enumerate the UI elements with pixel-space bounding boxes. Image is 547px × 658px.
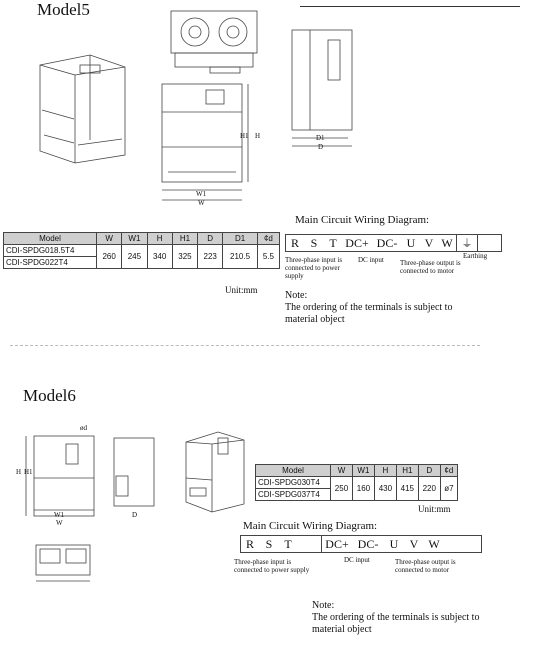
model5-front-view <box>160 82 250 207</box>
col-model: Model <box>4 233 97 245</box>
terminal-s: S <box>310 235 318 250</box>
model6-wiring-terminals <box>240 535 482 553</box>
model6-dim-h: H <box>16 468 22 476</box>
model5-dim-h1: H1 <box>240 132 249 140</box>
col-h1: H1 <box>396 465 418 477</box>
model5-dim-w: W <box>198 199 205 207</box>
terminal-v: V <box>409 536 419 551</box>
terminal-t: T <box>284 536 292 551</box>
model5-title: Model5 <box>37 0 90 19</box>
model6-wiring-title: Main Circuit Wiring Diagram: <box>243 520 378 532</box>
value-w: 260 <box>97 245 122 269</box>
value-d1: 210.5 <box>223 245 257 269</box>
model-name: CDI-SPDG022T4 <box>4 257 97 269</box>
value-w: 250 <box>331 477 353 501</box>
model5-note-text: The ordering of the terminals is subject to material object <box>285 302 453 325</box>
model6-label-input: Three-phase input is connected to power supply <box>234 558 310 574</box>
col-diameter: ¢d <box>257 233 279 245</box>
model6-label-dc: DC input <box>344 556 370 564</box>
col-h1: H1 <box>172 233 197 245</box>
model5-top-view <box>170 10 260 75</box>
terminal-t: T <box>329 235 337 250</box>
model5-dim-d: D <box>318 143 324 151</box>
terminal-dc-minus: DC- <box>376 235 398 250</box>
model5-dim-w1: W1 <box>196 190 207 198</box>
terminal-dc-plus: DC+ <box>345 235 369 250</box>
section-divider <box>10 345 480 346</box>
value-diameter: 5.5 <box>257 245 279 269</box>
model6-title: Model6 <box>23 386 76 405</box>
model-name: CDI-SPDG030T4 <box>256 477 331 489</box>
model6-dim-d-small: ød <box>80 424 87 432</box>
model6-dim-d: D <box>132 511 138 519</box>
terminal-r: R <box>290 235 299 250</box>
terminal-u: U <box>406 235 416 250</box>
terminal-r: R <box>245 536 254 551</box>
col-h: H <box>374 465 396 477</box>
model-name: CDI-SPDG037T4 <box>256 489 331 501</box>
value-diameter: ø7 <box>440 477 457 501</box>
col-w1: W1 <box>352 465 374 477</box>
model5-label-output: Three-phase output is connected to motor <box>400 259 461 275</box>
value-h1: 415 <box>396 477 418 501</box>
model5-label-dc: DC input <box>358 256 384 264</box>
model-name: CDI-SPDG018.5T4 <box>4 245 97 257</box>
earth-icon: ⏚ <box>461 238 473 250</box>
terminal-dc-minus: DC- <box>357 536 379 551</box>
model6-bottom-view <box>34 543 94 585</box>
model5-isometric-view <box>30 55 130 165</box>
model5-wiring-title: Main Circuit Wiring Diagram: <box>295 214 430 226</box>
terminal-v: V <box>424 235 434 250</box>
value-h: 340 <box>147 245 172 269</box>
col-d: D <box>418 465 440 477</box>
model6-isometric-view <box>178 430 248 515</box>
model5-side-view <box>290 28 360 153</box>
model5-wiring-terminals <box>285 234 502 252</box>
model6-dim-h1: H1 <box>24 468 33 476</box>
col-w: W <box>97 233 122 245</box>
col-model: Model <box>256 465 331 477</box>
model6-note-title: Note: <box>312 600 335 611</box>
col-diameter: ¢d <box>440 465 457 477</box>
model6-dim-w: W <box>56 519 63 527</box>
model5-spec-table <box>3 232 280 269</box>
model5-dim-d1: D1 <box>316 134 325 142</box>
terminal-dc-plus: DC+ <box>325 536 349 551</box>
col-w1: W1 <box>122 233 147 245</box>
model6-note-text: The ordering of the terminals is subject to material object <box>312 612 480 635</box>
terminal-s: S <box>265 536 273 551</box>
terminal-w: W <box>441 235 453 250</box>
model5-label-input: Three-phase input is connected to power supply <box>285 256 343 280</box>
model5-label-earth: Earthing <box>463 252 488 260</box>
model5-unit: Unit:mm <box>225 285 258 295</box>
value-w1: 245 <box>122 245 147 269</box>
model6-front-view <box>22 428 102 523</box>
col-d: D <box>198 233 223 245</box>
value-h1: 325 <box>172 245 197 269</box>
terminal-w: W <box>428 536 440 551</box>
value-h: 430 <box>374 477 396 501</box>
col-d1: D1 <box>223 233 257 245</box>
model6-dim-w1: W1 <box>54 511 65 519</box>
separator <box>477 235 478 251</box>
model6-label-output: Three-phase output is connected to motor <box>395 558 456 574</box>
terminal-u: U <box>389 536 399 551</box>
model5-dim-h: H <box>255 132 261 140</box>
col-h: H <box>147 233 172 245</box>
model6-unit: Unit:mm <box>418 504 451 514</box>
value-w1: 160 <box>352 477 374 501</box>
value-d: 220 <box>418 477 440 501</box>
model5-note-title: Note: <box>285 290 308 301</box>
top-rule <box>300 6 520 7</box>
col-w: W <box>331 465 353 477</box>
model6-spec-table <box>255 464 458 501</box>
value-d: 223 <box>198 245 223 269</box>
model6-side-view <box>110 436 160 516</box>
